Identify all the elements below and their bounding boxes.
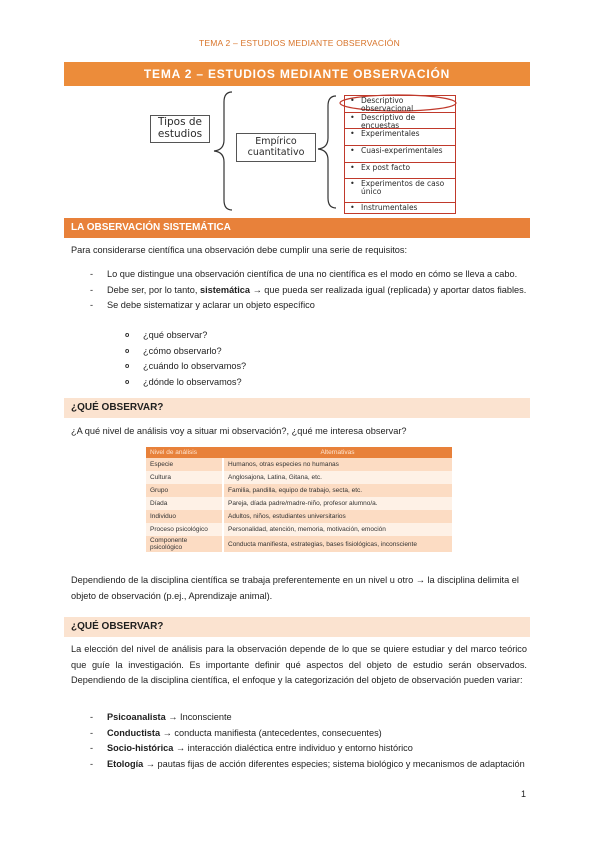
diagram-middle-box: Empírico cuantitativo <box>236 133 316 162</box>
list-item-text: Se debe sistematizar y aclarar un objeto específico <box>107 300 315 310</box>
question-text: ¿cómo observarlo? <box>143 345 222 356</box>
diagram-item: • Cuasi-experimentales <box>345 146 455 163</box>
diagram-item-label: Instrumentales <box>361 203 418 213</box>
table-row <box>146 458 452 471</box>
list-item-bold: Conductista <box>107 727 161 738</box>
table-cell: Componente psicológico <box>146 536 223 552</box>
question-text: ¿dónde lo observamos? <box>143 376 242 387</box>
list-item-text: → Inconsciente <box>165 712 232 722</box>
diagram-list <box>344 95 456 214</box>
list-item-text: Debe ser, por lo tanto, <box>107 284 200 295</box>
diagram-item-label: Descriptivo de encuestas <box>361 112 416 130</box>
section1-bullets <box>90 267 530 314</box>
list-item: - Se debe sistematizar y aclarar un objeto específico <box>90 300 315 310</box>
table-cell: Grupo <box>146 484 223 497</box>
diagram-item: • Descriptivo de encuestas <box>345 113 455 130</box>
section1-intro: Para considerarse científica una observación debe cumplir una serie de requisitos: <box>71 245 408 255</box>
diagram-item: • Instrumentales <box>350 203 418 213</box>
section3-bullets <box>90 710 530 772</box>
table-cell: Conducta manifiesta, estrategias, bases fisiológicas, inconsciente <box>223 536 452 552</box>
analysis-levels-table <box>146 447 452 552</box>
table-cell: Individuo <box>146 510 223 523</box>
table-cell: Díada <box>146 497 223 510</box>
table-cell: Cultura <box>146 471 223 484</box>
diagram-item: • Experimentos de caso único <box>345 179 455 203</box>
table-cell: Familia, pandilla, equipo de trabajo, secta, etc. <box>223 484 452 497</box>
table-row <box>146 471 452 484</box>
diagram-item-label: Cuasi-experimentales <box>361 146 443 156</box>
list-item: - Conductista → conducta manifiesta (antecedentes, consecuentes) <box>90 727 382 738</box>
list-item: - Etología → pautas fijas de acción diferentes especies; sistema biológico y mecanismos de adaptación <box>90 758 525 769</box>
diagram-root-box: Tipos de estudios <box>150 115 210 143</box>
table-row <box>146 510 452 523</box>
diagram-item-label: Descriptivo observacional <box>361 96 414 113</box>
table-row <box>146 484 452 497</box>
section-heading-que-observar-2: ¿QUÉ OBSERVAR? <box>64 617 530 637</box>
list-item: - Debe ser, por lo tanto, sistemática → que pueda ser realizada igual (replicada) y aportar datos fiables. <box>90 284 527 295</box>
table-cell: Humanos, otras especies no humanas <box>223 458 452 471</box>
diagram-item: • Ex post facto <box>345 163 455 180</box>
question-text: ¿cuándo lo observamos? <box>143 361 247 371</box>
question-text: ¿qué observar? <box>143 330 208 340</box>
section2-question: ¿A qué nivel de análisis voy a situar mi observación?, ¿qué me interesa observar? <box>71 426 407 436</box>
list-item-bold: Etología <box>107 758 144 769</box>
diagram-item-label: Experimentos de caso único <box>361 179 445 197</box>
list-item-bold: Psicoanalista <box>107 712 166 722</box>
list-item: - Socio-histórica → interacción dialéctica entre individuo y entorno histórico <box>90 743 413 753</box>
table-header: Alternativas <box>223 447 452 458</box>
question-item: o ¿cuándo lo observamos? <box>125 361 247 371</box>
table-cell: Proceso psicológico <box>146 523 223 536</box>
page-title: TEMA 2 – ESTUDIOS MEDIANTE OBSERVACIÓN <box>64 62 530 86</box>
list-item-bold: sistemática <box>199 284 251 295</box>
table-cell: Especie <box>146 458 223 471</box>
page-number: 1 <box>521 789 527 799</box>
question-item: o ¿dónde lo observamos? <box>125 376 242 387</box>
section-heading-observacion: LA OBSERVACIÓN SISTEMÁTICA <box>64 218 530 238</box>
table-cell: Anglosajona, Latina, Gitana, etc. <box>223 471 452 484</box>
list-item-text: → interacción dialéctica entre individuo y entorno histórico <box>173 743 413 753</box>
diagram-item-label: Ex post facto <box>361 162 411 172</box>
diagram-item: • Experimentales <box>345 129 455 146</box>
table-cell: Personalidad, atención, memoria, motivación, emoción <box>223 523 452 536</box>
section3-paragraph: La elección del nivel de análisis para la observación depende de lo que se quiere estudiar y del marco teórico que guíe la investigación. Es importante definir qué aspectos del objeto de estudio serán observados. Dependiendo de la disciplina científica, el enfoque y la categorización del objeto de observación pueden variar: <box>71 644 527 685</box>
list-item-text: Lo que distingue una observación científica de una no científica es el modo en cómo se lleva a cabo. <box>107 269 518 279</box>
section2-after-text: Dependiendo de la disciplina científica se trabaja preferentemente en un nivel u otro → la disciplina delimita el objeto de observación (p.ej., Aprendizaje animal). <box>71 575 519 601</box>
question-item: o ¿cómo observarlo? <box>125 345 222 356</box>
table-header: Nivel de análisis <box>146 447 223 458</box>
list-item-text: → conducta manifiesta (antecedentes, consecuentes) <box>160 727 382 738</box>
list-item: - Psicoanalista → Inconsciente <box>90 712 232 722</box>
table-row <box>146 523 452 536</box>
diagram-item: • Descriptivo observacional <box>345 96 455 113</box>
running-header: TEMA 2 – ESTUDIOS MEDIANTE OBSERVACIÓN <box>199 38 400 48</box>
diagram-item-label: Experimentales <box>361 129 420 139</box>
study-types-diagram <box>0 88 599 218</box>
table-cell: Pareja, díada padre/madre-niño, profesor alumno/a. <box>223 497 452 510</box>
table-row <box>146 497 452 510</box>
section-heading-que-observar: ¿QUÉ OBSERVAR? <box>64 398 530 418</box>
questions-list <box>125 328 246 390</box>
table-row <box>146 536 452 552</box>
list-item-bold: Socio-histórica <box>107 743 174 753</box>
table-cell: Adultos, niños, estudiantes universitarios <box>223 510 452 523</box>
question-item: o ¿qué observar? <box>125 330 208 340</box>
list-item-text: → que pueda ser realizada igual (replicada) y aportar datos fiables. <box>250 284 527 295</box>
list-item-text: → pautas fijas de acción diferentes especies; sistema biológico y mecanismos de adaptación <box>143 758 525 769</box>
list-item: - Lo que distingue una observación científica de una no científica es el modo en cómo se lleva a cabo. <box>90 269 518 279</box>
